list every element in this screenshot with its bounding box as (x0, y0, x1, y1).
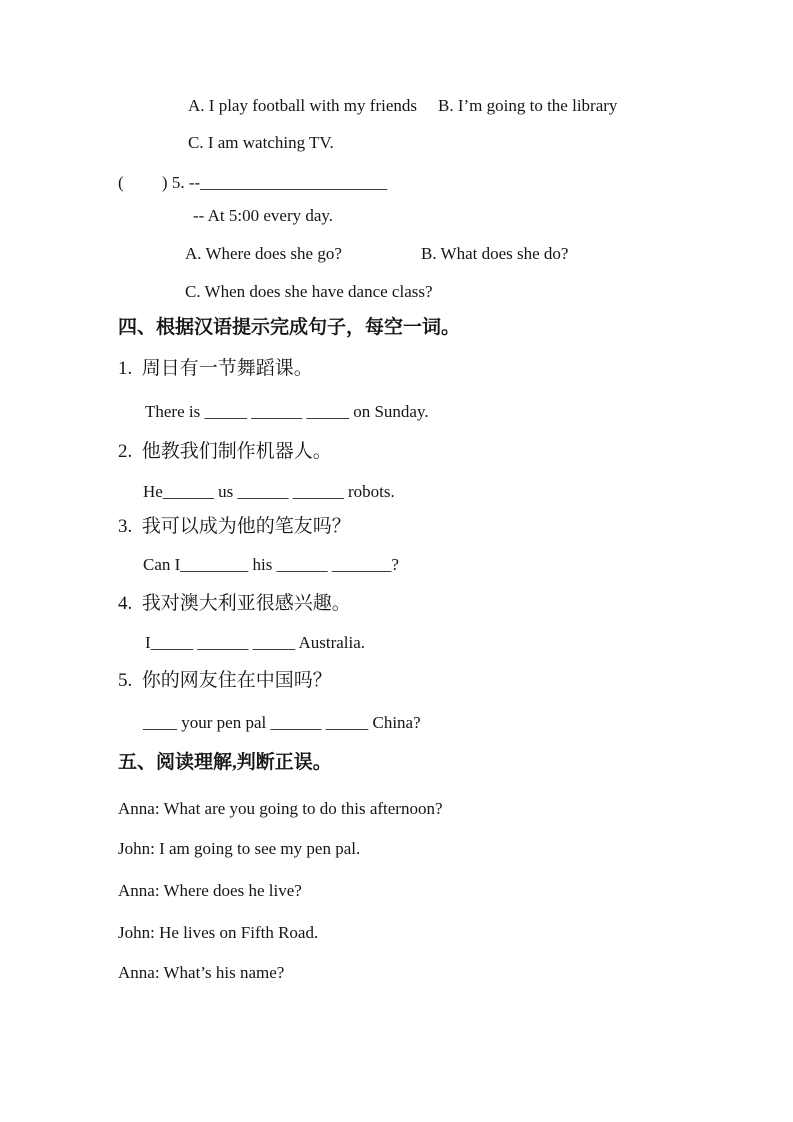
section4-item2-answer: He______ us ______ ______ robots. (143, 482, 395, 501)
q5-option-a: A. Where does she go? (185, 244, 342, 263)
q4-option-c: C. I am watching TV. (188, 133, 334, 152)
section4-item3-answer: Can I________ his ______ _______? (143, 555, 399, 574)
section4-item1-prompt: 1. 周日有一节舞蹈课。 (118, 358, 313, 379)
section5-title: 五、阅读理解,判断正误。 (118, 752, 332, 773)
q4-option-a: A. I play football with my friends (188, 96, 417, 115)
section4-item4-prompt: 4. 我对澳大利亚很感兴趣。 (118, 593, 351, 614)
section4-item5-prompt: 5. 你的网友住在中国吗？ (118, 670, 332, 691)
section4-item2-prompt: 2. 他教我们制作机器人。 (118, 441, 332, 462)
section4-item3-prompt: 3. 我可以成为他的笔友吗？ (118, 516, 351, 537)
dialogue-line-4: John: He lives on Fifth Road. (118, 923, 319, 942)
dialogue-line-1: Anna: What are you going to do this afternoon? (118, 799, 443, 818)
dialogue-line-3: Anna: Where does he live? (118, 881, 302, 900)
section4-item1-answer: There is _____ ______ _____ on Sunday. (145, 402, 429, 421)
section4-item5-answer: ____ your pen pal ______ _____ China? (143, 713, 421, 732)
q5-response: -- At 5:00 every day. (193, 206, 334, 225)
q5-option-c: C. When does she have dance class? (185, 282, 433, 301)
q4-option-b: B. I’m going to the library (438, 96, 618, 115)
section4-title: 四、根据汉语提示完成句子，每空一词。 (118, 317, 461, 338)
q5-stem-blank-line: ( ) 5. --______________________ (118, 173, 388, 192)
dialogue-line-2: John: I am going to see my pen pal. (118, 839, 361, 858)
section4-item4-answer: I_____ ______ _____ Australia. (145, 633, 366, 652)
dialogue-line-5: Anna: What’s his name? (118, 963, 285, 982)
q5-option-b: B. What does she do? (421, 244, 569, 263)
